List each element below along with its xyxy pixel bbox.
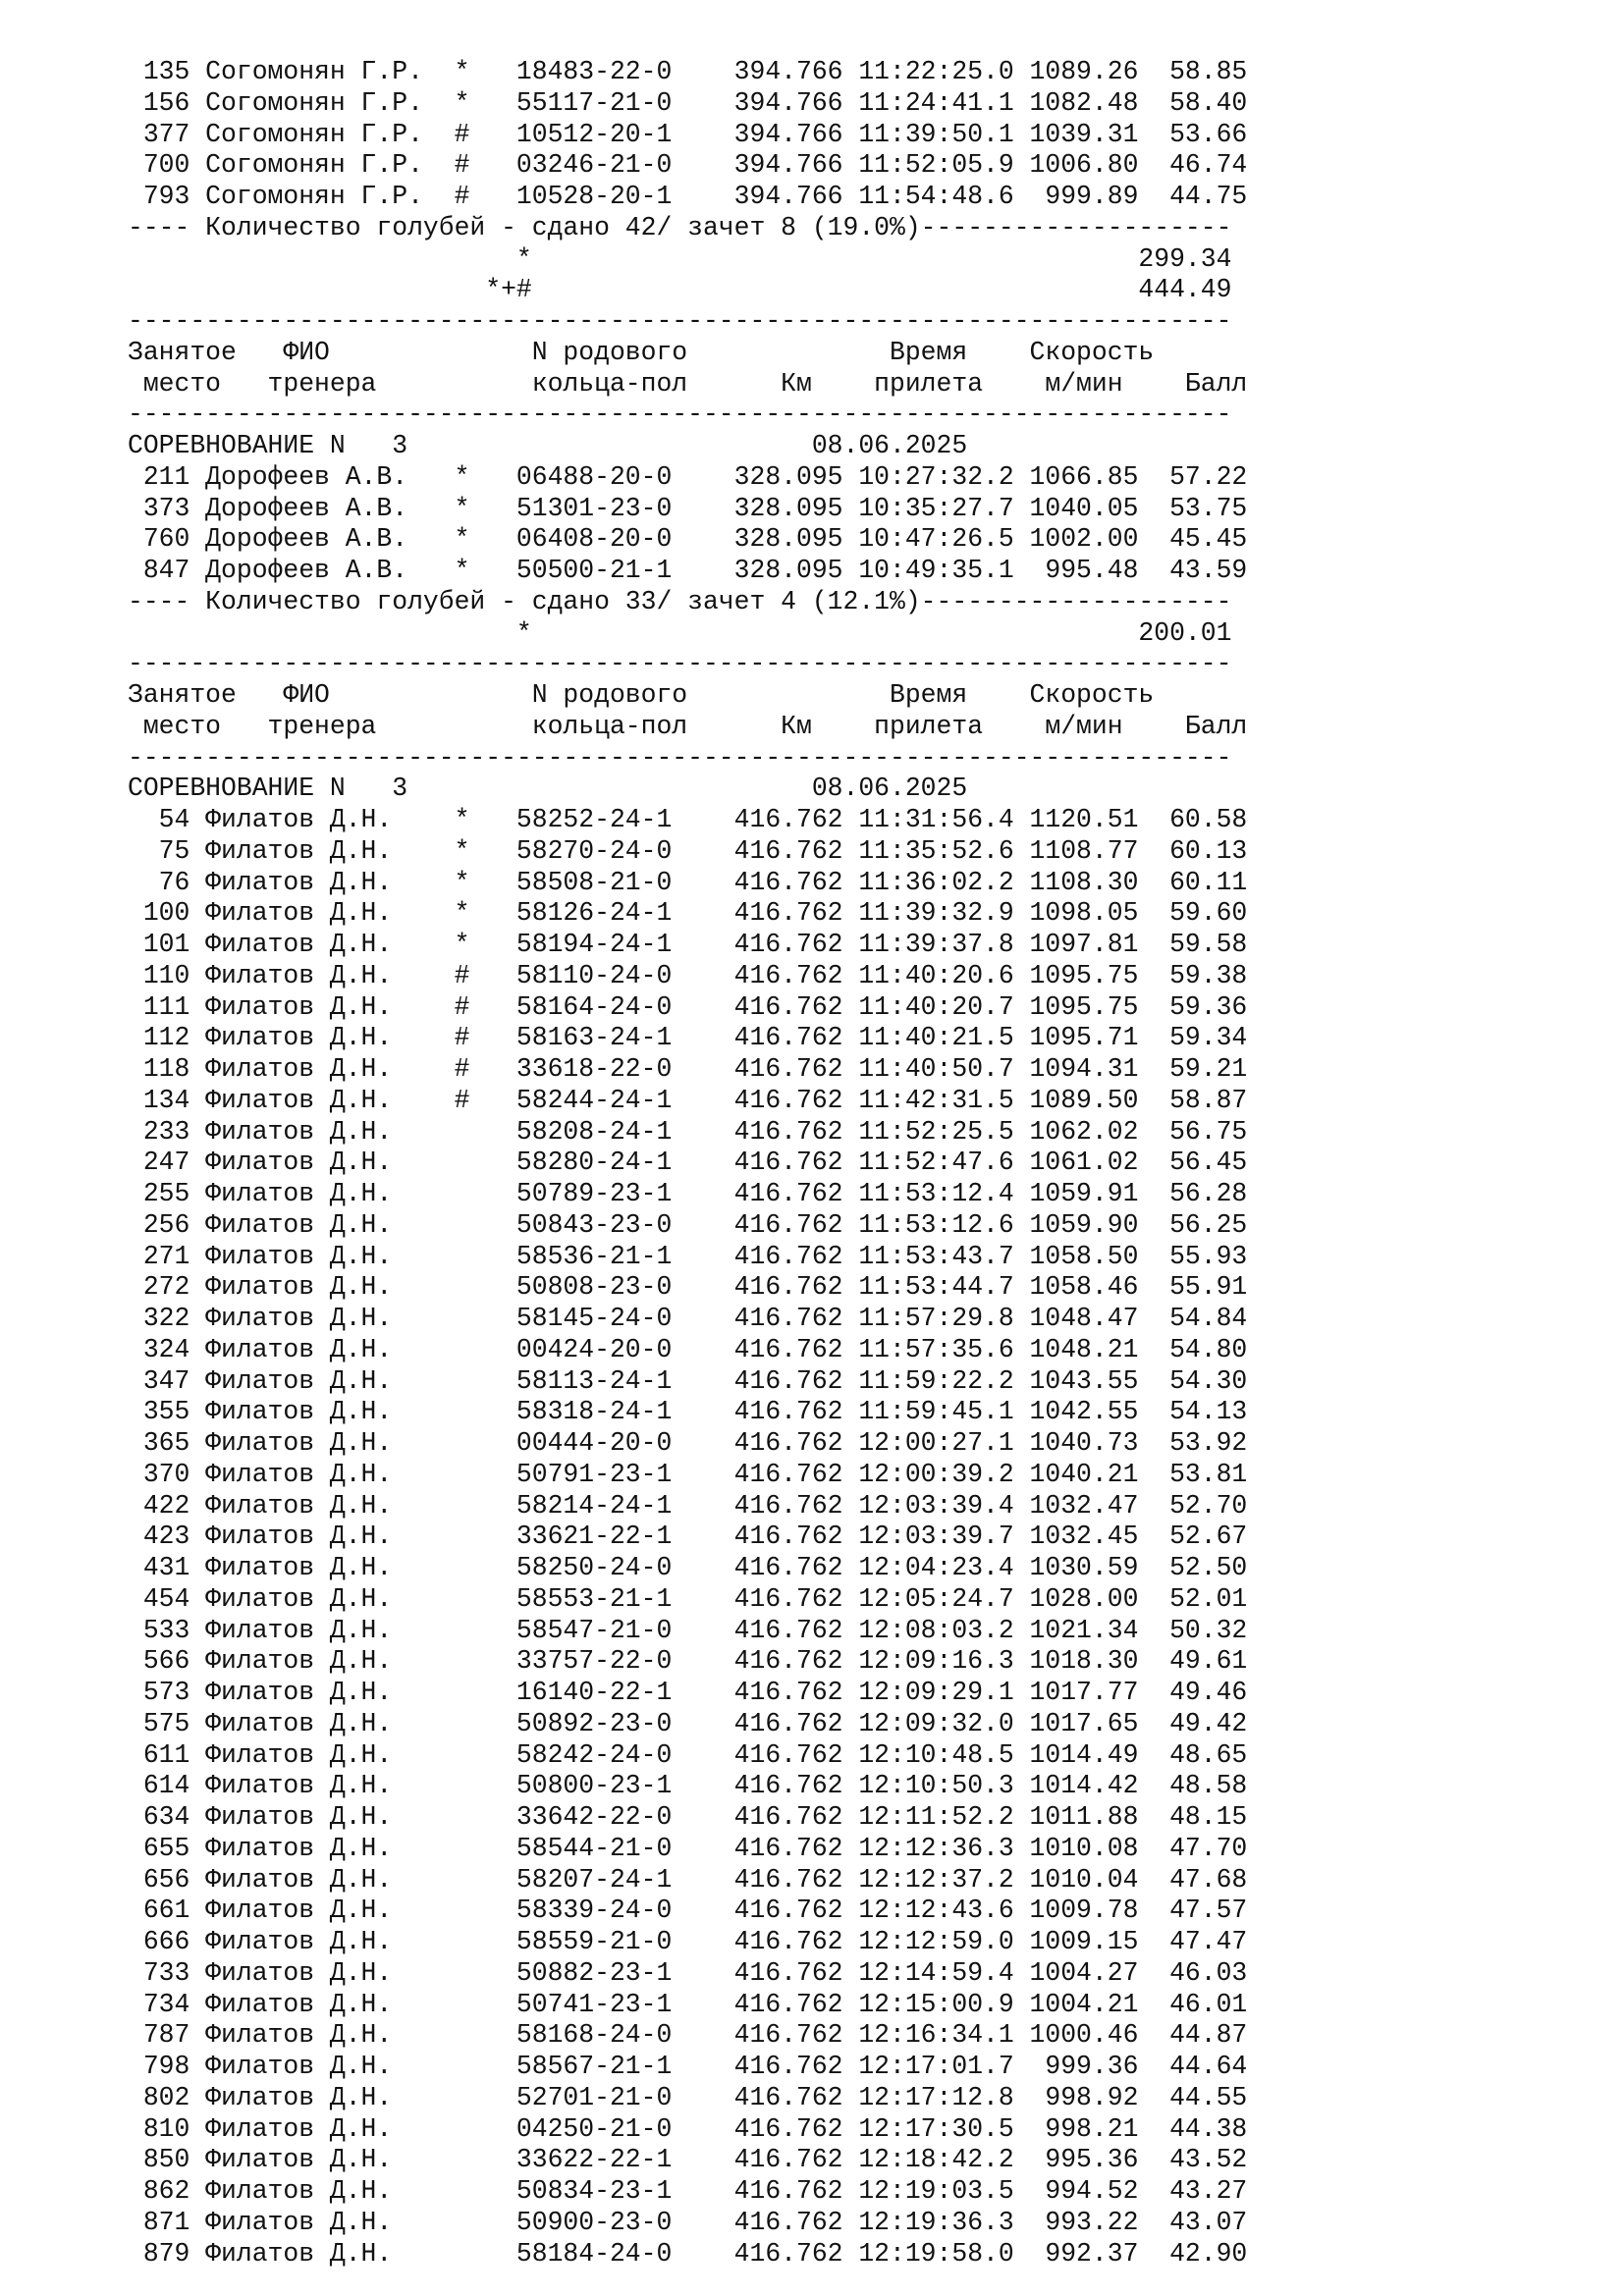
competition-header: СОРЕВНОВАНИЕ N 3 08.06.2025 xyxy=(128,774,968,804)
subtotal-line: * 299.34 xyxy=(128,243,1232,274)
result-row: 634 Филатов Д.Н. 33642-22-0 416.762 12:11:52.2 1011.88 48.15 xyxy=(128,1802,1248,1832)
column-header: Занятое ФИО N родового Время Скорость xyxy=(128,337,1155,367)
result-row: 365 Филатов Д.Н. 00444-20-0 416.762 12:00:27.1 1040.73 53.92 xyxy=(128,1428,1248,1458)
result-row: 611 Филатов Д.Н. 58242-24-0 416.762 12:10:48.5 1014.49 48.65 xyxy=(128,1739,1248,1770)
result-row: 787 Филатов Д.Н. 58168-24-0 416.762 12:16:34.1 1000.46 44.87 xyxy=(128,2020,1248,2051)
result-row: 802 Филатов Д.Н. 52701-21-0 416.762 12:17:12.8 998.92 44.55 xyxy=(128,2082,1248,2112)
column-header: место тренера кольца-пол Км прилета м/мин Балл xyxy=(128,711,1248,741)
result-row: 700 Согомонян Г.Р. # 03246-21-0 394.766 11:52:05.9 1006.80 46.74 xyxy=(128,150,1248,181)
column-header: место тренера кольца-пол Км прилета м/мин Балл xyxy=(128,368,1248,399)
result-row: 661 Филатов Д.Н. 58339-24-0 416.762 12:12:43.6 1009.78 47.57 xyxy=(128,1896,1248,1926)
result-row: 355 Филатов Д.Н. 58318-24-1 416.762 11:59:45.1 1042.55 54.13 xyxy=(128,1397,1248,1427)
results-sheet xyxy=(128,57,1247,2269)
separator-line: ----------------------------------------------------------------------- xyxy=(128,306,1232,336)
separator-line: ----------------------------------------------------------------------- xyxy=(128,742,1232,773)
column-header: Занятое ФИО N родового Время Скорость xyxy=(128,680,1155,710)
result-row: 134 Филатов Д.Н. # 58244-24-1 416.762 11:42:31.5 1089.50 58.87 xyxy=(128,1085,1248,1115)
result-row: 573 Филатов Д.Н. 16140-22-1 416.762 12:09:29.1 1017.77 49.46 xyxy=(128,1678,1248,1707)
result-row: 760 Дорофеев А.В. * 06408-20-0 328.095 10:47:26.5 1002.00 45.45 xyxy=(128,524,1248,555)
result-row: 111 Филатов Д.Н. # 58164-24-0 416.762 11:40:20.7 1095.75 59.36 xyxy=(128,991,1248,1022)
result-row: 156 Согомонян Г.Р. * 55117-21-0 394.766 11:24:41.1 1082.48 58.40 xyxy=(128,87,1248,118)
result-row: 255 Филатов Д.Н. 50789-23-1 416.762 11:53:12.4 1059.91 56.28 xyxy=(128,1179,1248,1208)
result-row: 666 Филатов Д.Н. 58559-21-0 416.762 12:12:59.0 1009.15 47.47 xyxy=(128,1927,1248,1956)
result-row: 862 Филатов Д.Н. 50834-23-1 416.762 12:19:03.5 994.52 43.27 xyxy=(128,2176,1248,2206)
result-row: 431 Филатов Д.Н. 58250-24-0 416.762 12:04:23.4 1030.59 52.50 xyxy=(128,1553,1248,1582)
subtotal-line: * 200.01 xyxy=(128,617,1232,648)
result-row: 233 Филатов Д.Н. 58208-24-1 416.762 11:52:25.5 1062.02 56.75 xyxy=(128,1116,1248,1147)
result-row: 847 Дорофеев А.В. * 50500-21-1 328.095 10:49:35.1 995.48 43.59 xyxy=(128,556,1248,585)
separator-line: ----------------------------------------------------------------------- xyxy=(128,400,1232,430)
result-row: 75 Филатов Д.Н. * 58270-24-0 416.762 11:35:52.6 1108.77 60.13 xyxy=(128,835,1248,866)
result-row: 211 Дорофеев А.В. * 06488-20-0 328.095 10:27:32.2 1066.85 57.22 xyxy=(128,461,1248,492)
result-row: 377 Согомонян Г.Р. # 10512-20-1 394.766 11:39:50.1 1039.31 53.66 xyxy=(128,119,1248,149)
result-row: 101 Филатов Д.Н. * 58194-24-1 416.762 11:39:37.8 1097.81 59.58 xyxy=(128,930,1248,959)
result-row: 76 Филатов Д.Н. * 58508-21-0 416.762 11:36:02.2 1108.30 60.11 xyxy=(128,867,1248,897)
result-row: 256 Филатов Д.Н. 50843-23-0 416.762 11:53:12.6 1059.90 56.25 xyxy=(128,1209,1248,1240)
result-row: 373 Дорофеев А.В. * 51301-23-0 328.095 10:35:27.7 1040.05 53.75 xyxy=(128,493,1248,523)
result-row: 734 Филатов Д.Н. 50741-23-1 416.762 12:15:00.9 1004.21 46.01 xyxy=(128,1989,1248,2019)
result-row: 347 Филатов Д.Н. 58113-24-1 416.762 11:59:22.2 1043.55 54.30 xyxy=(128,1365,1248,1396)
result-row: 575 Филатов Д.Н. 50892-23-0 416.762 12:09:32.0 1017.65 49.42 xyxy=(128,1708,1248,1738)
result-row: 54 Филатов Д.Н. * 58252-24-1 416.762 11:31:56.4 1120.51 60.58 xyxy=(128,805,1248,834)
result-row: 422 Филатов Д.Н. 58214-24-1 416.762 12:03:39.4 1032.47 52.70 xyxy=(128,1490,1248,1521)
result-row: 614 Филатов Д.Н. 50800-23-1 416.762 12:10:50.3 1014.42 48.58 xyxy=(128,1771,1248,1801)
result-row: 656 Филатов Д.Н. 58207-24-1 416.762 12:12:37.2 1010.04 47.68 xyxy=(128,1864,1248,1895)
summary-line: ---- Количество голубей - сдано 42/ зачет 8 (19.0%)-------------------- xyxy=(128,212,1232,242)
result-row: 324 Филатов Д.Н. 00424-20-0 416.762 11:57:35.6 1048.21 54.80 xyxy=(128,1334,1248,1364)
result-row: 272 Филатов Д.Н. 50808-23-0 416.762 11:53:44.7 1058.46 55.91 xyxy=(128,1272,1248,1303)
result-row: 112 Филатов Д.Н. # 58163-24-1 416.762 11:40:21.5 1095.71 59.34 xyxy=(128,1023,1248,1053)
result-row: 810 Филатов Д.Н. 04250-21-0 416.762 12:17:30.5 998.21 44.38 xyxy=(128,2113,1248,2144)
summary-line: ---- Количество голубей - сдано 33/ зачет 4 (12.1%)-------------------- xyxy=(128,586,1232,616)
result-row: 271 Филатов Д.Н. 58536-21-1 416.762 11:53:43.7 1058.50 55.93 xyxy=(128,1241,1248,1271)
result-row: 566 Филатов Д.Н. 33757-22-0 416.762 12:09:16.3 1018.30 49.61 xyxy=(128,1646,1248,1677)
result-row: 454 Филатов Д.Н. 58553-21-1 416.762 12:05:24.7 1028.00 52.01 xyxy=(128,1583,1248,1614)
result-row: 423 Филатов Д.Н. 33621-22-1 416.762 12:03:39.7 1032.45 52.67 xyxy=(128,1522,1248,1552)
result-row: 879 Филатов Д.Н. 58184-24-0 416.762 12:19:58.0 992.37 42.90 xyxy=(128,2238,1248,2269)
result-row: 322 Филатов Д.Н. 58145-24-0 416.762 11:57:29.8 1048.47 54.84 xyxy=(128,1304,1248,1333)
result-row: 871 Филатов Д.Н. 50900-23-0 416.762 12:19:36.3 993.22 43.07 xyxy=(128,2207,1248,2237)
result-row: 110 Филатов Д.Н. # 58110-24-0 416.762 11:40:20.6 1095.75 59.38 xyxy=(128,960,1248,990)
result-row: 370 Филатов Д.Н. 50791-23-1 416.762 12:00:39.2 1040.21 53.81 xyxy=(128,1459,1248,1489)
result-row: 100 Филатов Д.Н. * 58126-24-1 416.762 11:39:32.9 1098.05 59.60 xyxy=(128,898,1248,929)
result-row: 850 Филатов Д.Н. 33622-22-1 416.762 12:18:42.2 995.36 43.52 xyxy=(128,2145,1248,2175)
result-row: 247 Филатов Д.Н. 58280-24-1 416.762 11:52:47.6 1061.02 56.45 xyxy=(128,1148,1248,1178)
result-row: 533 Филатов Д.Н. 58547-21-0 416.762 12:08:03.2 1021.34 50.32 xyxy=(128,1615,1248,1645)
result-row: 655 Филатов Д.Н. 58544-21-0 416.762 12:12:36.3 1010.08 47.70 xyxy=(128,1833,1248,1863)
subtotal-line: *+# 444.49 xyxy=(128,275,1232,305)
result-row: 733 Филатов Д.Н. 50882-23-1 416.762 12:14:59.4 1004.27 46.03 xyxy=(128,1957,1248,1988)
separator-line: ----------------------------------------------------------------------- xyxy=(128,649,1232,679)
result-row: 118 Филатов Д.Н. # 33618-22-0 416.762 11:40:50.7 1094.31 59.21 xyxy=(128,1054,1248,1084)
result-row: 793 Согомонян Г.Р. # 10528-20-1 394.766 11:54:48.6 999.89 44.75 xyxy=(128,182,1248,211)
result-row: 798 Филатов Д.Н. 58567-21-1 416.762 12:17:01.7 999.36 44.64 xyxy=(128,2052,1248,2081)
result-row: 135 Согомонян Г.Р. * 18483-22-0 394.766 11:22:25.0 1089.26 58.85 xyxy=(128,57,1248,86)
competition-header: СОРЕВНОВАНИЕ N 3 08.06.2025 xyxy=(128,431,968,460)
